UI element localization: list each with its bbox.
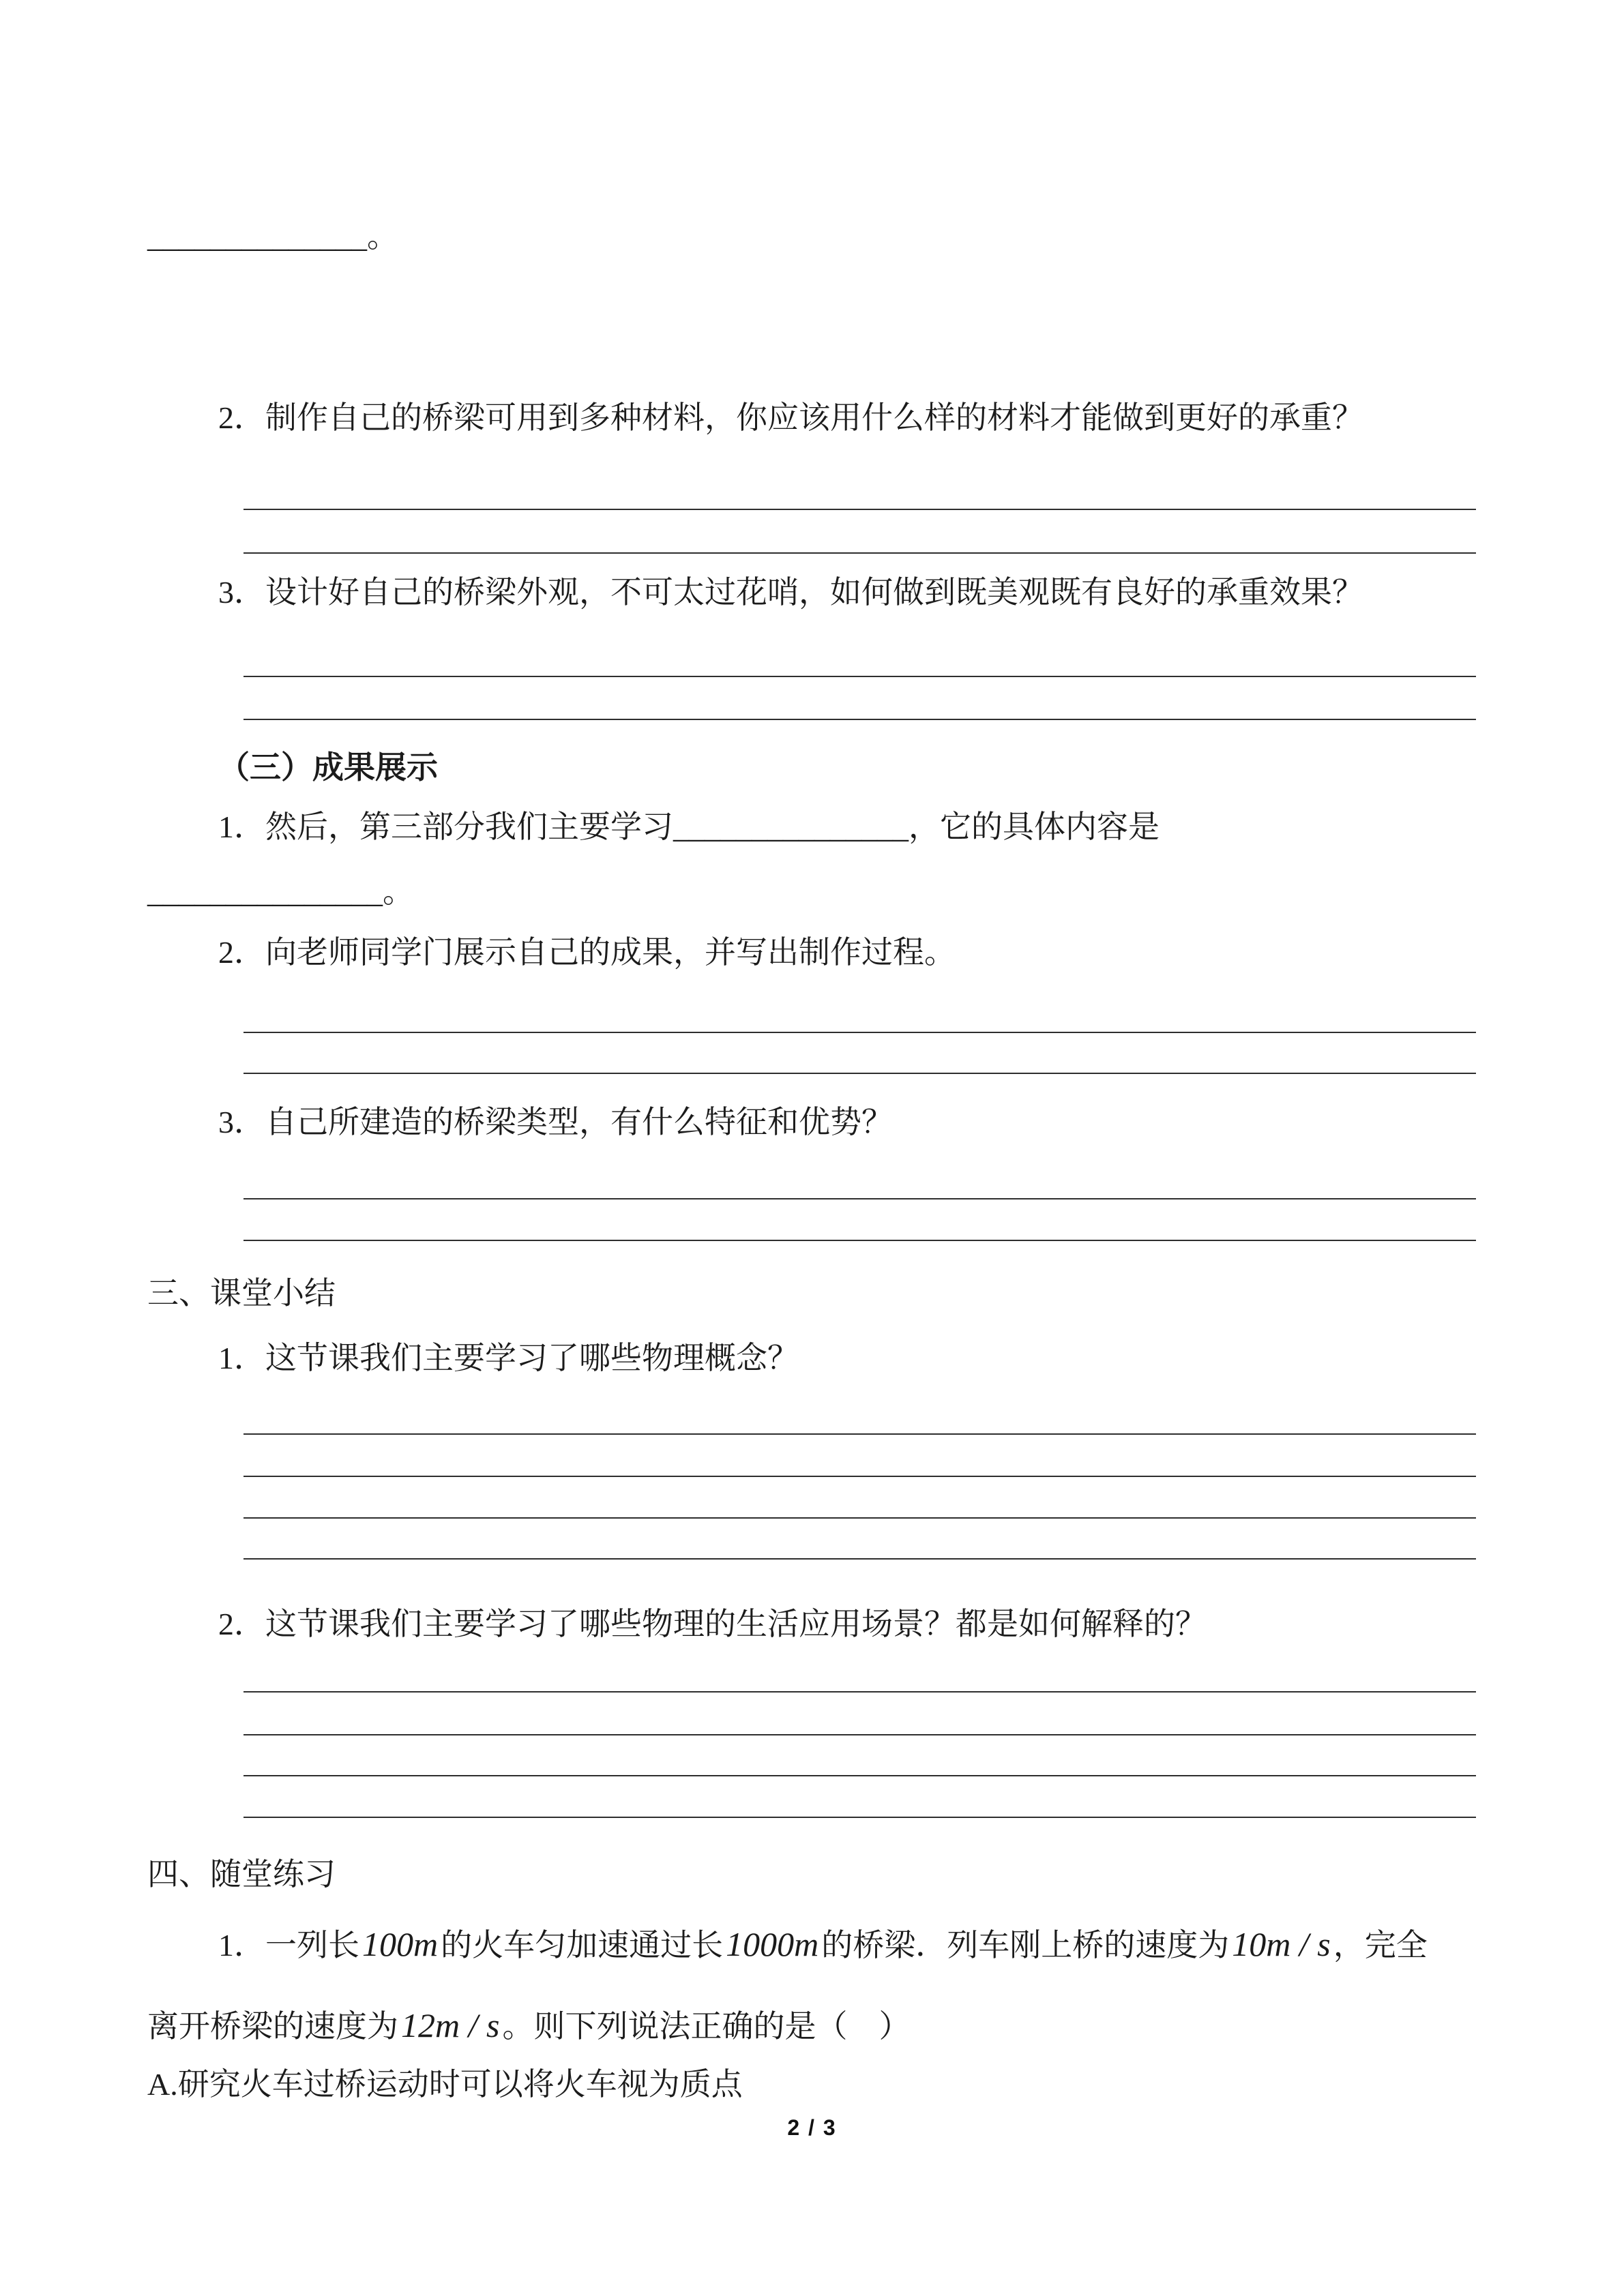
summary-q2: 2．这节课我们主要学习了哪些物理的生活应用场景？都是如何解释的？: [218, 1607, 1207, 1641]
question-make-appearance: 3．设计好自己的桥梁外观，不可太过花哨，如何做到既美观既有良好的承重效果？: [218, 575, 1363, 610]
question-make-materials: 2．制作自己的桥梁可用到多种材料，你应该用什么样的材料才能做到更好的承重？: [218, 400, 1363, 435]
math-speed-off: 12m / s: [401, 2006, 500, 2044]
answer-line: [243, 1691, 1476, 1693]
results-item1-line2: _______________。: [147, 874, 414, 909]
math-train-length: 100m: [362, 1925, 439, 1963]
summary-q1: 1．这节课我们主要学习了哪些物理概念？: [218, 1341, 799, 1375]
answer-line: [243, 1558, 1476, 1560]
results-item2: 2．向老师同学门展示自己的成果，并写出制作过程。: [218, 935, 956, 970]
answer-line: [243, 1817, 1476, 1818]
answer-line: [243, 1433, 1476, 1435]
answer-line: [243, 1476, 1476, 1477]
results-item3: 3．自己所建造的桥梁类型，有什么特征和优势？: [218, 1105, 893, 1139]
answer-line: [243, 1240, 1476, 1241]
blank-fill-line-top: ______________。: [147, 219, 398, 254]
answer-line: [243, 676, 1476, 677]
exercise-q1-line1: [218, 1923, 1477, 1967]
exercise-q1-text: 离开桥梁的速度为: [147, 2009, 398, 2044]
math-bridge-length: 1000m: [726, 1925, 819, 1963]
exercise-q1-text: 的桥梁．列车刚上桥的速度为: [821, 1928, 1230, 1963]
answer-line: [243, 1775, 1476, 1776]
exercise-q1-text: ，完全: [1333, 1928, 1428, 1963]
answer-line: [243, 1032, 1476, 1033]
heading-class-exercise: 四、随堂练习: [147, 1857, 336, 1892]
answer-line: [243, 552, 1476, 554]
exercise-q1-text: 的火车匀加速通过长: [441, 1928, 724, 1963]
answer-line: [243, 1198, 1476, 1199]
answer-line: [243, 1517, 1476, 1519]
heading-class-summary: 三、课堂小结: [147, 1276, 336, 1311]
answer-line: [243, 509, 1476, 510]
math-speed-on: 10m / s: [1232, 1925, 1331, 1963]
exercise-q1-line2: [147, 2004, 1477, 2048]
page-number: 2 / 3: [787, 2115, 837, 2140]
results-item1-line1: 1．然后，第三部分我们主要学习_______________，它的具体内容是: [218, 809, 1160, 844]
answer-line: [243, 1073, 1476, 1074]
heading-results-show: （三）成果展示: [218, 750, 438, 785]
answer-line: [243, 1734, 1476, 1735]
exercise-q1-text: 1．一列长: [218, 1928, 359, 1963]
exercise-q1-text: 。则下列说法正确的是（ ）: [502, 2009, 911, 2044]
exercise-q1-option-a: A.研究火车过桥运动时可以将火车视为质点: [147, 2067, 743, 2102]
answer-line: [243, 719, 1476, 720]
